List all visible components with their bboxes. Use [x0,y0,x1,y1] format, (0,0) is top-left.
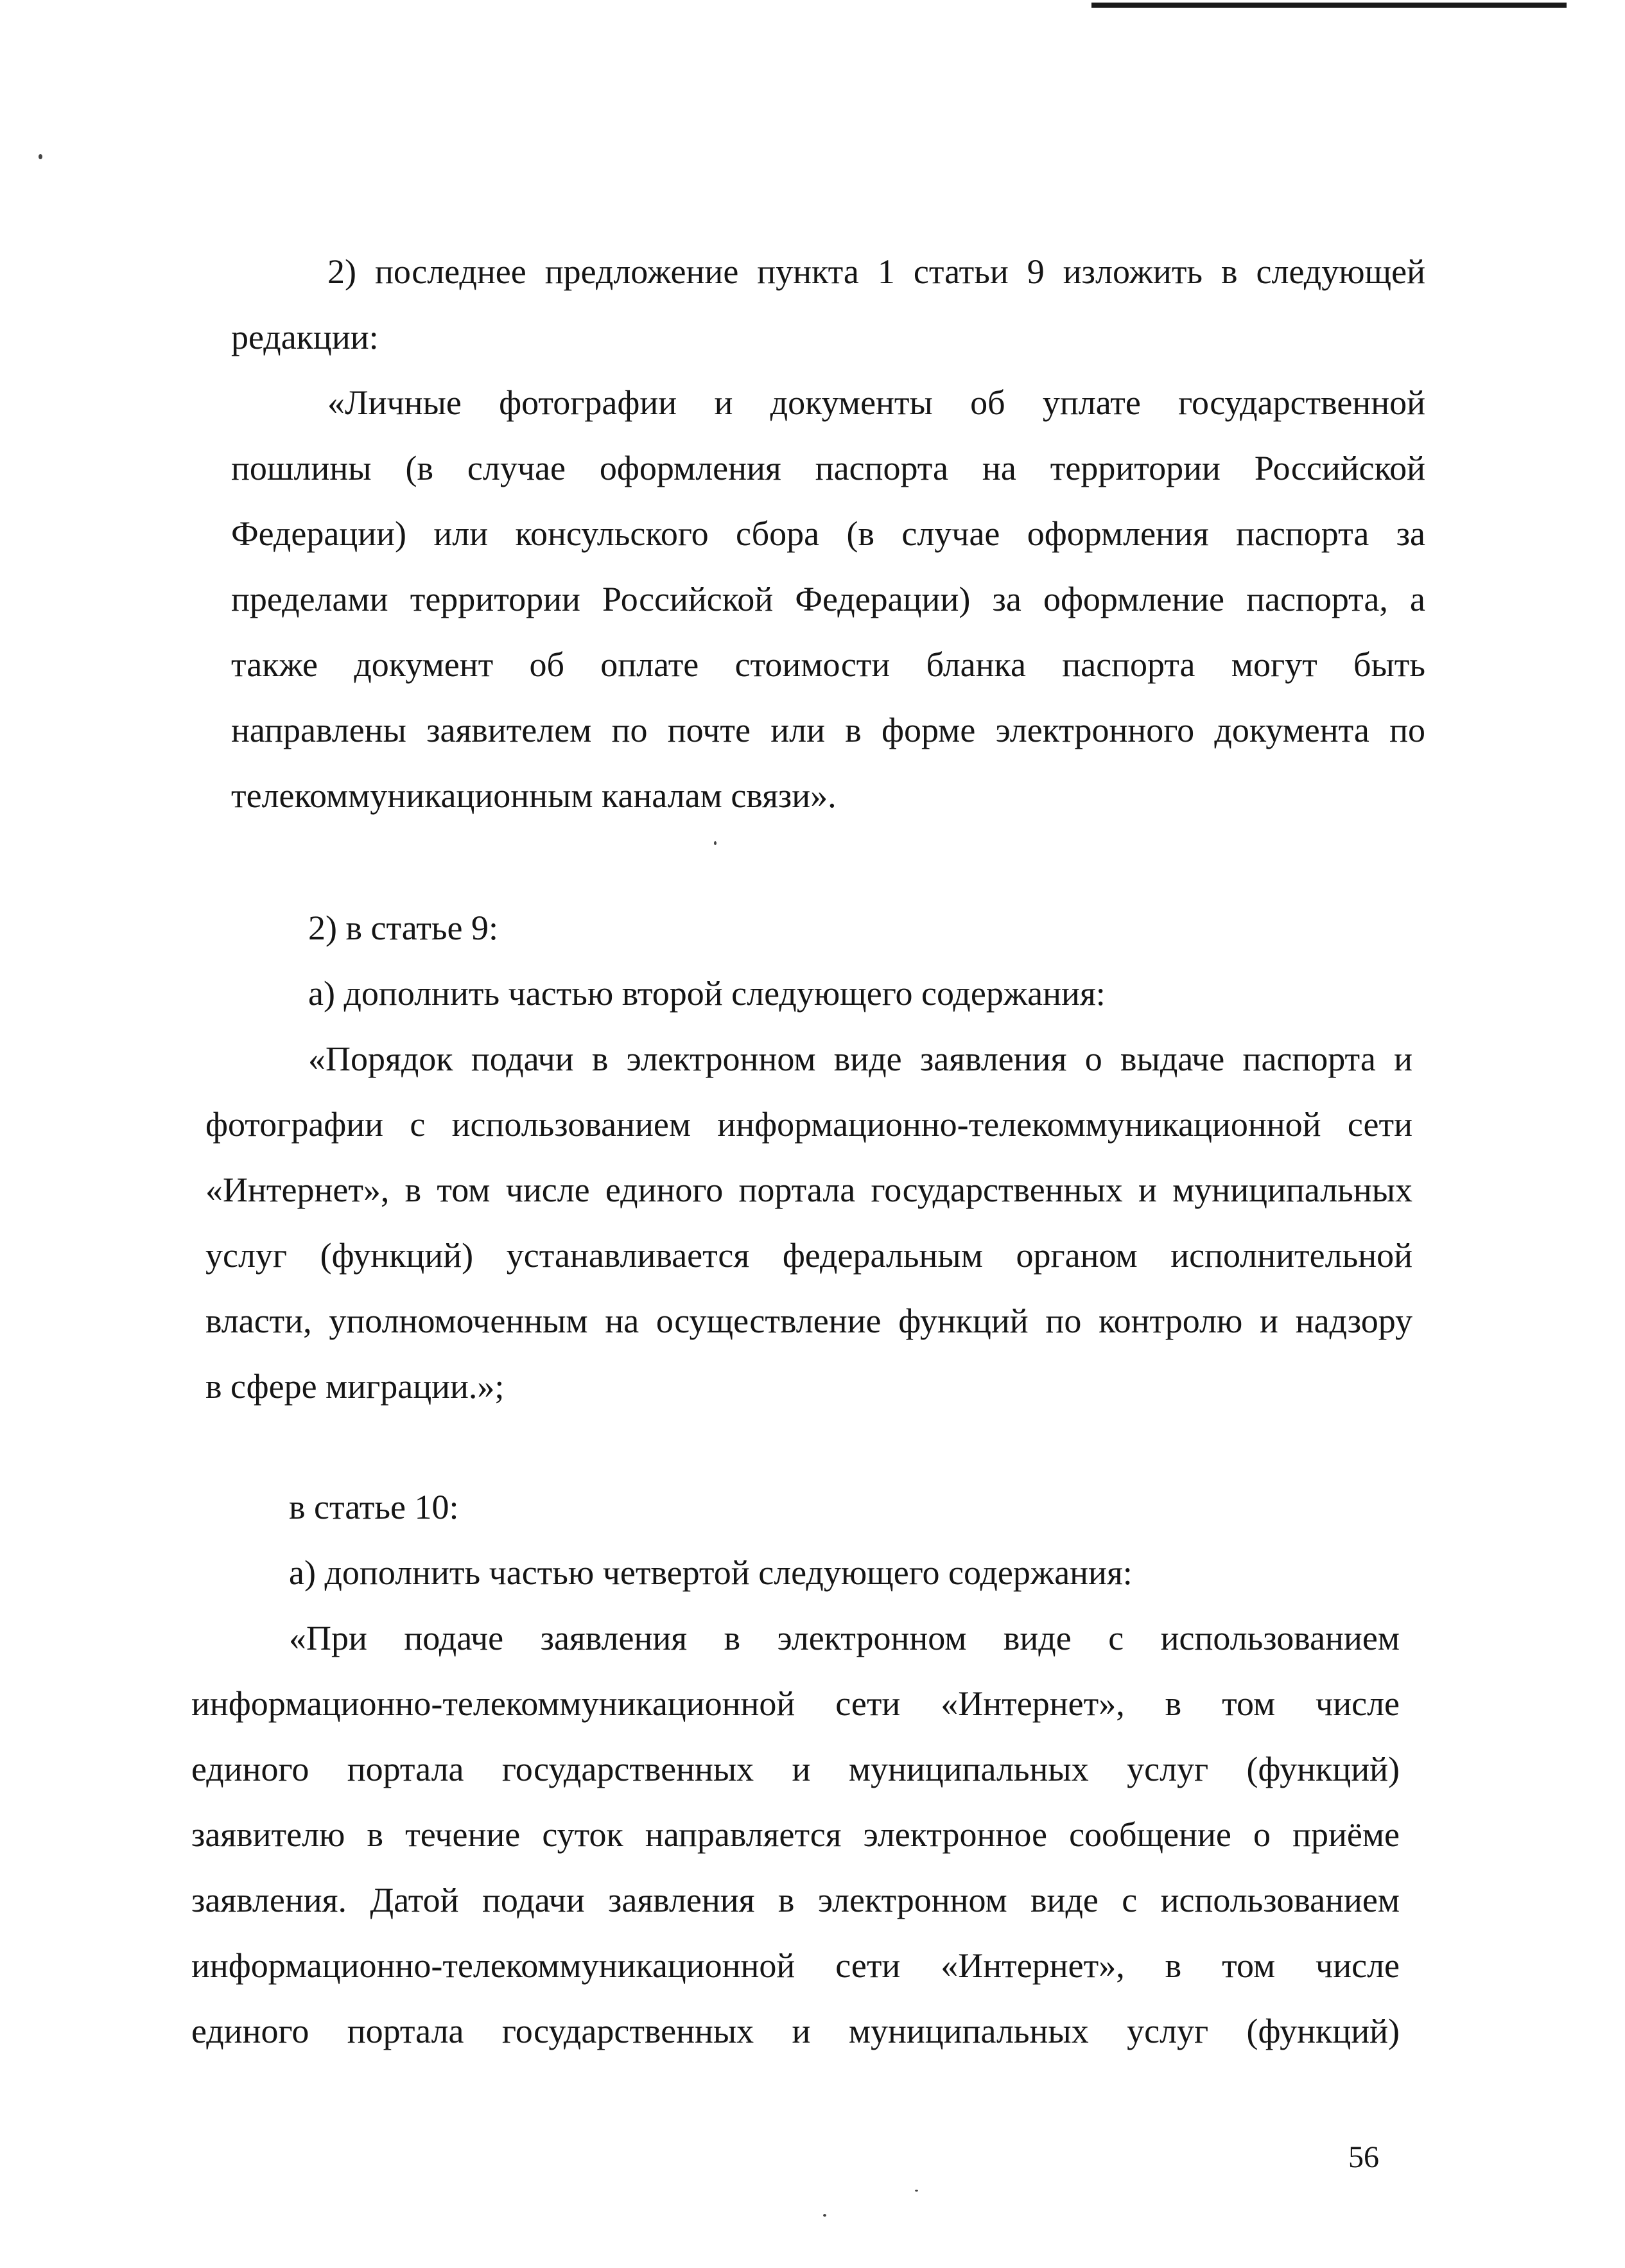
paragraph-line: «Личные фотографии и документы об уплате государственной [327,383,1425,422]
paragraph-line: также документ об оплате стоимости бланка паспорта могут быть [231,645,1425,684]
page-number: 56 [1348,2140,1379,2174]
paragraph-line: в статье 10: [289,1488,459,1526]
paragraph-line: заявления. Датой подачи заявления в электронном виде с использованием [191,1881,1400,1919]
paragraph-line: единого портала государственных и муниципальных услуг (функций) [191,2012,1400,2050]
paragraph-line: информационно-телекоммуникационной сети «Интернет», в том числе [191,1684,1400,1723]
paragraph-line: направлены заявителем по почте или в форме электронного документа по [231,711,1425,749]
paragraph-line: телекоммуникационным каналам связи». [231,776,837,815]
top-border-line [1091,3,1567,8]
paragraph-line: «Интернет», в том числе единого портала государственных и муниципальных [205,1171,1412,1209]
paragraph-line: заявителю в течение суток направляется электронное сообщение о приёме [191,1815,1400,1854]
scan-speck [823,2214,826,2217]
paragraph-line: «При подаче заявления в электронном виде с использованием [289,1619,1400,1657]
scan-speck [915,2190,918,2192]
paragraph-line: «Порядок подачи в электронном виде заявления о выдаче паспорта и [308,1040,1412,1078]
paragraph-line: единого портала государственных и муниципальных услуг (функций) [191,1750,1400,1788]
section-3 [191,1474,1400,2064]
paragraph-line: а) дополнить частью четвертой следующего содержания: [289,1553,1133,1592]
paragraph-line: а) дополнить частью второй следующего содержания: [308,974,1106,1013]
paragraph-line: Федерации) или консульского сбора (в случае оформления паспорта за [231,514,1425,553]
scan-speck [714,841,717,845]
paragraph-line: пошлины (в случае оформления паспорта на территории Российской [231,449,1425,487]
paragraph-line: в сфере миграции.»; [205,1367,505,1406]
scan-speck [39,154,42,159]
paragraph-line: информационно-телекоммуникационной сети «Интернет», в том числе [191,1946,1400,1985]
paragraph-line: услуг (функций) устанавливается федеральным органом исполнительной [205,1236,1412,1275]
paragraph-line: фотографии с использованием информационно-телекоммуникационной сети [205,1105,1412,1144]
paragraph-line: 2) последнее предложение пункта 1 статьи 9 изложить в следующей [327,252,1425,291]
paragraph-line: пределами территории Российской Федерации) за оформление паспорта, а [231,580,1425,618]
section-1 [231,239,1425,828]
paragraph-line: 2) в статье 9: [308,909,498,947]
section-2 [205,895,1412,1419]
paragraph-line: власти, уполномоченным на осуществление функций по контролю и надзору [205,1302,1412,1340]
paragraph-line: редакции: [231,318,379,356]
